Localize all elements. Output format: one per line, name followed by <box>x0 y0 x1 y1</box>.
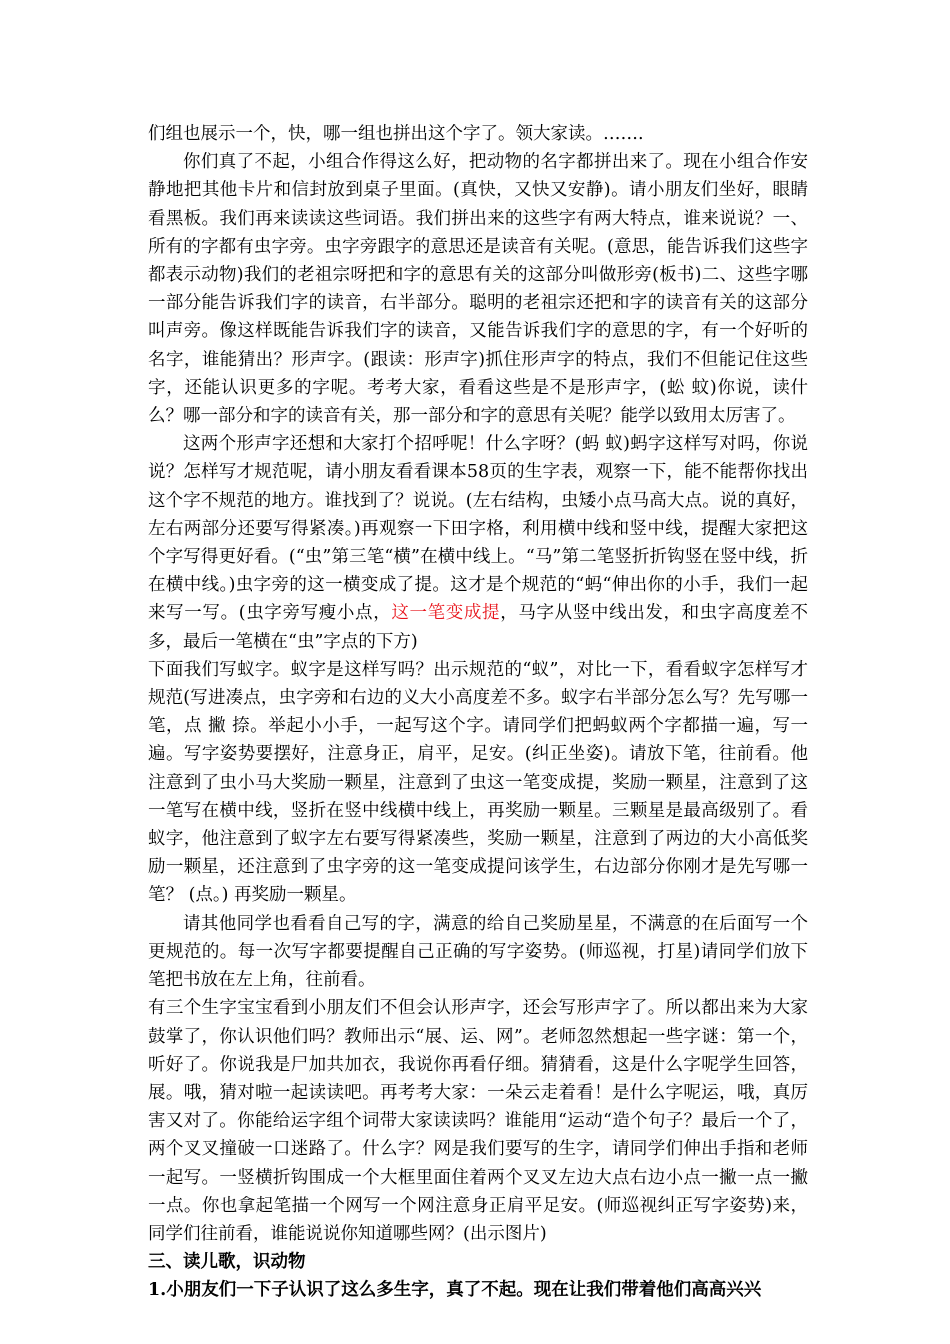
paragraph-3-text-b: ，马字从竖中线出发，和虫字高度差不多，最后一笔横在“虫”字点的下方) <box>148 603 809 652</box>
paragraph-5: 请其他同学也看看自己写的字，满意的给自己奖励星星，不满意的在后面写一个更规范的。每一次写字都要提醒自己正确的写字姿势。(师巡视，打星)请同学们放下笔把书放在左上角，往前看。 <box>148 913 808 991</box>
paragraph-3-highlight: 这一笔变成提 <box>391 603 501 624</box>
paragraph-4: 下面我们写蚁字。蚁字是这样写吗？出示规范的“蚁”，对比一下，看看蚁字怎样写才规范(写进凑点，虫字旁和右边的义大小高度差不多。蚁字右半部分怎么写？先写哪一笔，点 撇 捺。举起小小手，一起写这个字。请同学们把蚂蚁两个字都描一遍，写一遍。写字姿势要摆好，注意身正，肩平，足安。(纠正坐姿)。请放下笔，往前看。他注意到了虫小马大奖励一颗星，注意到了虫这一笔变成提，奖励一颗星，注意到了这一笔写在横中线，竖折在竖中线横中线上，再奖励一颗星。三颗星是最高级别了。看蚁字，他注意到了蚁字左右要写得紧凑些，奖励一颗星，注意到了两边的大小高低奖励一颗星，还注意到了虫字旁的这一笔变成提问该学生，右边部分你刚才是先写哪一笔？ (点。) 再奖励一颗星。 <box>148 659 808 906</box>
paragraph-2: 你们真了不起，小组合作得这么好，把动物的名字都拼出来了。现在小组合作安静地把其他卡片和信封放到桌子里面。(真快，又快又安静)。请小朋友们坐好，眼睛看黑板。我们再来读读这些词语。我们拼出来的这些字有两大特点，谁来说说？一、所有的字都有虫字旁。虫字旁跟字的意思还是读音有关呢。(意思，能告诉我们这些字都表示动物)我们的老祖宗呀把和字的意思有关的这部分叫做形旁(板书)二、这些字哪一部分能告诉我们字的读音，右半部分。聪明的老祖宗还把和字的读音有关的这部分叫声旁。像这样既能告诉我们字的读音，又能告诉我们字的意思的字，有一个好听的名字，谁能猜出？形声字。(跟读：形声字)抓住形声字的特点，我们不但能记住这些字，还能认识更多的字呢。考考大家，看看这些是不是形声字，(蚣 蚊)你说，读什么？哪一部分和字的读音有关，那一部分和字的意思有关呢？能学以致用太厉害了。 <box>148 152 808 427</box>
paragraph-3 <box>148 430 808 656</box>
paragraph-3-text-a: 这两个形声字还想和大家打个招呼呢！什么字呀？(蚂 蚁)蚂字这样写对吗，你说说？怎样写才规范呢，请小朋友看看课本58页的生字表，观察一下，能不能帮你找出这个字不规范的地方。谁找到了？说说。(左右结构，虫矮小点马高大点。说的真好，左右两部分还要写得紧凑。)再观察一下田字格，利用横中线和竖中线，提醒大家把这个字写得更好看。(“虫”第三笔“横”在横中线上。“马”第二笔竖折折钩竖在竖中线，折在横中线。)虫字旁的这一横变成了提。这才是个规范的“蚂“伸出你的小手，我们一起来写一写。(虫字旁写瘦小点， <box>148 434 808 624</box>
paragraph-7: 1.小朋友们一下子认识了这么多生字，真了不起。现在让我们带着他们高高兴兴 <box>148 1280 762 1301</box>
section-heading: 三、读儿歌，识动物 <box>148 1252 306 1273</box>
paragraph-1: 们组也展示一个，快，哪一组也拼出这个字了。领大家读。……. <box>148 124 644 144</box>
document-body <box>148 120 808 1305</box>
paragraph-6: 有三个生字宝宝看到小朋友们不但会认形声字，还会写形声字了。所以都出来为大家鼓掌了，你认识他们吗？教师出示“展、运、网”。老师忽然想起一些字谜：第一个，听好了。你说我是尸加共加衣，我说你再看仔细。猜猜看，这是什么字呢学生回答，展。哦，猜对啦一起读读吧。再考考大家：一朵云走着看！是什么字呢运，哦，真厉害又对了。你能给运字组个词带大家读读吗？谁能用“运动“造个句子？最后一个了，两个叉叉撞破一口迷路了。什么字？网是我们要写的生字，请同学们伸出手指和老师一起写。一竖横折钩围成一个大框里面住着两个叉叉左边大点右边小点一撇一点一撇一点。你也拿起笔描一个网写一个网注意身正肩平足安。(师巡视纠正写字姿势)来，同学们往前看，谁能说说你知道哪些网？(出示图片) <box>148 998 808 1244</box>
